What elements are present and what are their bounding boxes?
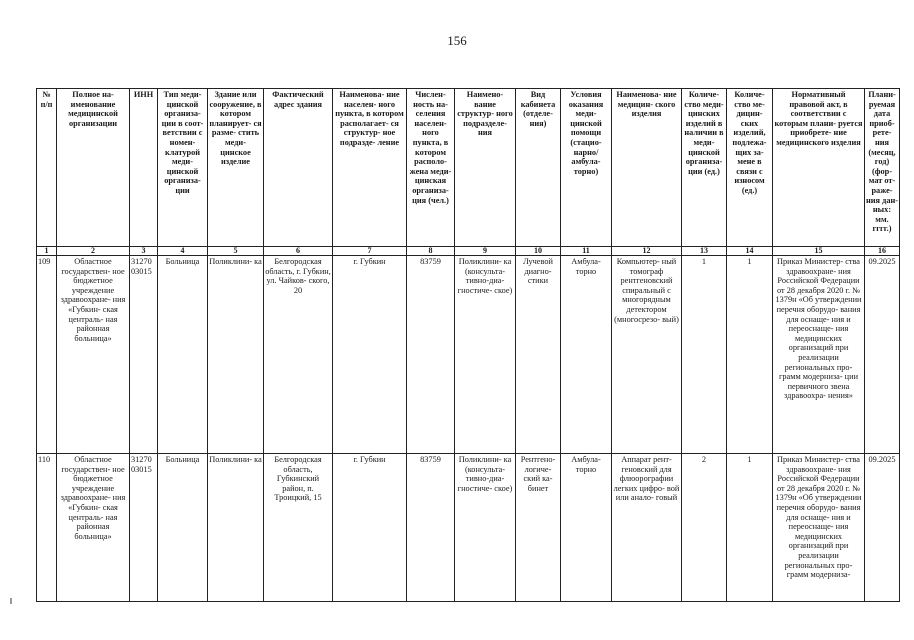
organization-type: Больница	[158, 454, 208, 602]
header-cell: ИНН	[130, 89, 158, 247]
column-number: 7	[333, 247, 407, 256]
header-cell: Плани- руемая дата приоб- рете- ния (месяц, год) (фор- мат от- раже- ния дан- ных: мм. гггг.)	[865, 89, 900, 247]
header-cell: Полное на- именование медицинской организации	[57, 89, 130, 247]
column-number: 6	[264, 247, 333, 256]
structural-unit: Поликлини- ка (консульта- тивно-диа- гностиче- ское)	[455, 454, 516, 602]
column-number: 14	[727, 247, 773, 256]
header-cell: Количе- ство меди- цинских изделий в наличии в меди- цинской организа- ции (ед.)	[682, 89, 727, 247]
organization-name: Областное государствен- ное бюджетное учреждение здравоохране- ния «Губкин- ская централь- ная районная больница»	[57, 454, 130, 602]
header-cell: Числен- ность на- селения населен- ного пункта, в котором располо- жена меди- цинская организа- ция (чел.)	[407, 89, 455, 247]
table-row	[37, 256, 900, 454]
column-number: 9	[455, 247, 516, 256]
address: Белгородская область, Губкинский район, п. Троицкий, 15	[264, 454, 333, 602]
header-cell: Количе- ство ме- дицин- ских изделий, подлежа- щих за- мене в связи с износом (ед.)	[727, 89, 773, 247]
header-cell: Условия оказания меди- цинской помощи (стацио- нарно/ амбула- торно)	[561, 89, 612, 247]
quantity-to-replace: 1	[727, 454, 773, 602]
column-number: 2	[57, 247, 130, 256]
row-number: 109	[37, 256, 57, 454]
legal-act: Приказ Министер- ства здравоохране- ния Российской Федерации от 28 декабря 2020 г. № 1379н «Об утверждении перечня оборудо- вания для оснаще- ния и переоснаще- ния медицинских организаций при реализации региональных про- грамм модерниза- ции первичного звена здравоохра- нения»	[773, 256, 865, 454]
column-number: 5	[208, 247, 264, 256]
device-name: Компьютер- ный томограф рентгеновский спиральный с многорядным детектором (многосрезо- вый)	[612, 256, 682, 454]
legal-act: Приказ Министер- ства здравоохране- ния Российской Федерации от 28 декабря 2020 г. № 1379н «Об утверждении перечня оборудо- вания для оснаще- ния и переоснаще- ния медицинских организаций при реализации региональных про- грамм модерниза-	[773, 454, 865, 602]
scan-artifact	[10, 598, 12, 604]
population: 83759	[407, 454, 455, 602]
table-row	[37, 454, 900, 602]
equipment-table	[36, 88, 900, 602]
column-number: 13	[682, 247, 727, 256]
header-cell: Наименова- ние населен- ного пункта, в котором располагает- ся структур- ное подразде- ление	[333, 89, 407, 247]
cabinet-type: Лучевой диагно- стики	[516, 256, 561, 454]
header-cell: Здание или сооружение, в котором планирует- ся разме- стить меди- цинское изделие	[208, 89, 264, 247]
care-conditions: Амбула- торно	[561, 256, 612, 454]
building: Поликлини- ка	[208, 256, 264, 454]
cabinet-type: Рентгено- логиче- ский ка- бинет	[516, 454, 561, 602]
care-conditions: Амбула- торно	[561, 454, 612, 602]
organization-type: Больница	[158, 256, 208, 454]
column-number: 3	[130, 247, 158, 256]
device-name: Аппарат рент- геновский для флюорографии легких цифро- вой или анало- говый	[612, 454, 682, 602]
row-number: 110	[37, 454, 57, 602]
header-cell: Наимено- вание структур- ного подразделе- ния	[455, 89, 516, 247]
locality: г. Губкин	[333, 454, 407, 602]
header-cell: Вид кабинета (отделе- ния)	[516, 89, 561, 247]
organization-name: Областное государствен- ное бюджетное учреждение здравоохране- ния «Губкин- ская централь- ная районная больница»	[57, 256, 130, 454]
header-cell: № п/п	[37, 89, 57, 247]
column-number: 1	[37, 247, 57, 256]
locality: г. Губкин	[333, 256, 407, 454]
quantity-to-replace: 1	[727, 256, 773, 454]
inn: 31270 03015	[130, 454, 158, 602]
header-cell: Тип меди- цинской организа- ции в соот- ветствии с номен- клатурой меди- цинской организа- ции	[158, 89, 208, 247]
column-number: 8	[407, 247, 455, 256]
purchase-date: 09.2025	[865, 256, 900, 454]
structural-unit: Поликлини- ка (консульта- тивно-диа- гностиче- ское)	[455, 256, 516, 454]
column-number: 11	[561, 247, 612, 256]
header-cell: Нормативный правовой акт, в соответствии с которым плани- руется приобрете- ние медицинского изделия	[773, 89, 865, 247]
column-number: 15	[773, 247, 865, 256]
quantity-available: 1	[682, 256, 727, 454]
quantity-available: 2	[682, 454, 727, 602]
column-number: 16	[865, 247, 900, 256]
population: 83759	[407, 256, 455, 454]
header-row	[37, 89, 900, 247]
address: Белгородская область, г. Губкин, ул. Чайков- ского, 20	[264, 256, 333, 454]
column-number-row	[37, 247, 900, 256]
column-number: 4	[158, 247, 208, 256]
page-number: 156	[447, 33, 467, 48]
building: Поликлини- ка	[208, 454, 264, 602]
inn: 31270 03015	[130, 256, 158, 454]
column-number: 10	[516, 247, 561, 256]
header-cell: Наименова- ние медицин- ского изделия	[612, 89, 682, 247]
header-cell: Фактический адрес здания	[264, 89, 333, 247]
column-number: 12	[612, 247, 682, 256]
purchase-date: 09.2025	[865, 454, 900, 602]
